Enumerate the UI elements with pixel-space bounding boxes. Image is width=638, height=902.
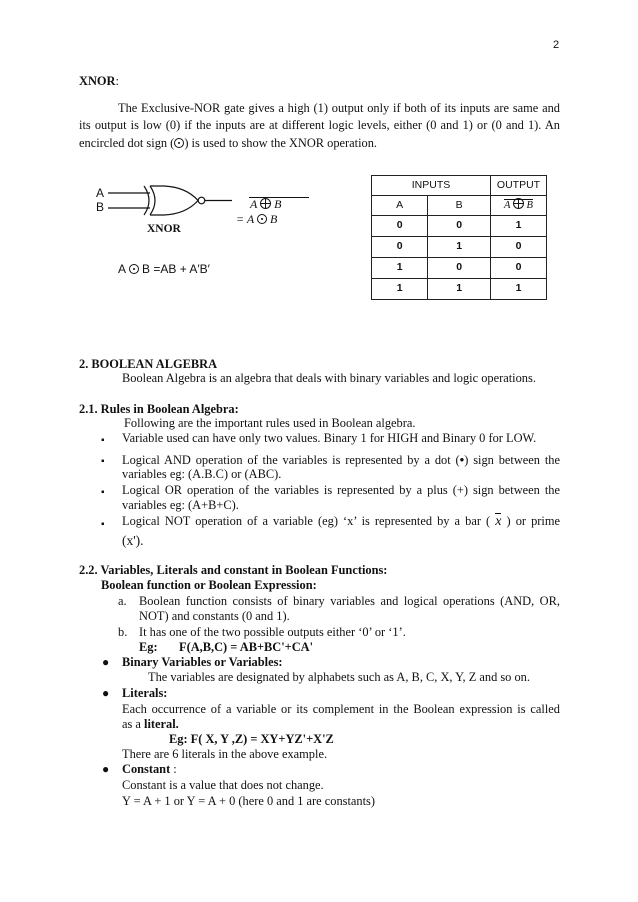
bullet-marker: ▪ xyxy=(101,519,105,530)
section2-intro: Boolean Algebra is an algebra that deals with binary variables and logic operations. xyxy=(122,371,536,385)
section21-intro: Following are the important rules used in Boolean algebra. xyxy=(124,416,416,430)
constant-heading: Constant : xyxy=(122,762,177,776)
rule4-line1: Logical NOT operation of a variable (eg) ‘x’ is represented by a bar ( x ) or prime xyxy=(122,514,560,529)
expr-top: A B xyxy=(250,197,282,211)
gate-input-b-label: B xyxy=(96,200,105,214)
xor-symbol-icon xyxy=(513,198,524,209)
xor-symbol-icon xyxy=(260,198,271,209)
section22-subheading: Boolean function or Boolean Expression: xyxy=(101,578,317,592)
table-row: 1 1 1 xyxy=(372,279,547,300)
item-b-marker: b. xyxy=(118,625,128,639)
table-col-a: A xyxy=(372,196,428,216)
xnor-gate-icon xyxy=(106,183,236,223)
item-b-line1: It has one of the two possible outputs either ‘0’ or ‘1’. xyxy=(139,625,406,639)
xnor-heading: XNOR: xyxy=(79,74,119,88)
rule3-line1: Logical OR operation of the variables is represented by a plus (+) sign between the xyxy=(122,483,560,497)
example-label: Eg: xyxy=(139,640,158,654)
xnor-formula: A B =AB + A′B′ xyxy=(118,262,210,276)
table-row: 1 0 0 xyxy=(372,258,547,279)
literals-line2: as a literal. xyxy=(122,717,179,731)
item-a-marker: a. xyxy=(118,594,127,608)
xnor-truth-table xyxy=(371,175,547,300)
bullet-circle-icon: ● xyxy=(102,686,110,700)
rule4-line2: (x'). xyxy=(122,533,144,548)
gate-label: XNOR xyxy=(147,223,181,235)
bullet-marker: ▪ xyxy=(101,456,105,467)
literals-example: Eg: F( X, Y ,Z) = XY+YZ'+X'Z xyxy=(169,732,334,746)
gate-input-a-label: A xyxy=(96,186,105,200)
xnor-symbol-icon xyxy=(174,138,184,148)
item-a-line2: NOT) and constants (0 and 1). xyxy=(139,609,290,623)
xnor-para-line2: its output is low (0) if the inputs are at different logic levels, either (0 and 1) or (0 and 1). An xyxy=(79,118,560,132)
table-col-output: A B xyxy=(491,196,547,216)
table-row: 0 0 1 xyxy=(372,216,547,237)
table-col-b: B xyxy=(428,196,491,216)
section2-heading: 2. BOOLEAN ALGEBRA xyxy=(79,357,218,371)
section21-heading: 2.1. Rules in Boolean Algebra: xyxy=(79,402,239,416)
example-expression: F(A,B,C) = AB+BC'+CA' xyxy=(179,640,314,654)
xnor-para-line3: encircled dot sign ( ) is used to show the XNOR operation. xyxy=(79,136,378,150)
rule3-line2: variables eg: (A+B+C). xyxy=(122,498,239,512)
item-a-line1: Boolean function consists of binary variables and logical operations (AND, OR, xyxy=(139,594,560,608)
xnor-symbol-icon xyxy=(129,264,139,274)
section22-heading: 2.2. Variables, Literals and constant in Boolean Functions: xyxy=(79,563,388,577)
table-header-output: OUTPUT xyxy=(491,176,547,196)
bullet-circle-icon: ● xyxy=(102,655,110,669)
table-row: 0 1 0 xyxy=(372,237,547,258)
literals-count: There are 6 literals in the above example. xyxy=(122,747,328,761)
binary-variables-heading: Binary Variables or Variables: xyxy=(122,655,283,669)
bullet-marker: ▪ xyxy=(101,487,105,498)
bullet-marker: ▪ xyxy=(101,435,105,446)
literals-line1: Each occurrence of a variable or its complement in the Boolean expression is called xyxy=(122,702,560,716)
xnor-para-line1: The Exclusive-NOR gate gives a high (1) output only if both of its inputs are same and xyxy=(118,101,560,115)
rule2-line2: variables eg: (A.B.C) or (ABC). xyxy=(122,467,282,481)
xnor-symbol-icon xyxy=(257,214,267,224)
literals-heading: Literals: xyxy=(122,686,168,700)
constant-line2: Y = A + 1 or Y = A + 0 (here 0 and 1 are constants) xyxy=(122,794,375,808)
rule2-line1: Logical AND operation of the variables is represented by a dot (•) sign between the xyxy=(122,452,560,467)
bullet-circle-icon: ● xyxy=(102,762,110,776)
expr-bottom: = A B xyxy=(236,212,278,226)
table-header-inputs: INPUTS xyxy=(372,176,491,196)
page-number: 2 xyxy=(553,39,560,51)
rule1: Variable used can have only two values. Binary 1 for HIGH and Binary 0 for LOW. xyxy=(122,431,537,445)
constant-line1: Constant is a value that does not change. xyxy=(122,778,324,792)
binary-variables-text: The variables are designated by alphabets such as A, B, C, X, Y, Z and so on. xyxy=(148,670,530,684)
